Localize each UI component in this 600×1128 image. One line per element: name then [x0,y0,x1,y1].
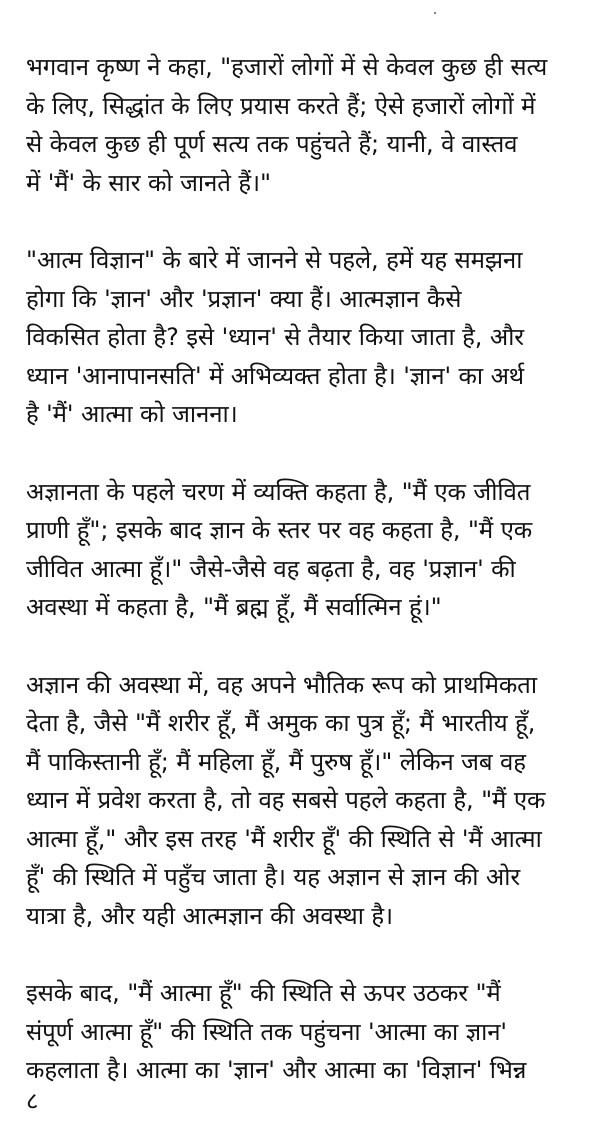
text-line: संपूर्ण आत्मा हूँ" की स्थिति तक पहुंचना 'आत्मा का ज्ञान' [26,1017,507,1046]
paragraph-4 [26,666,570,936]
text-line: आत्मा हूँ," और इस तरह 'मैं शरीर हूँ' की स्थिति से 'मैं आत्मा [26,824,542,853]
text-line: में 'मैं' के सार को जानते हैं।" [26,168,271,197]
page-number: ८ [26,1087,39,1115]
body-text [26,48,570,1090]
text-line: अज्ञानता के पहले चरण में व्यक्ति कहता है, "मैं एक जीवित [26,477,531,506]
scan-speck [434,12,436,14]
paragraph-1 [26,48,570,202]
paragraph-3 [26,473,570,627]
text-line: कहलाता है। आत्मा का 'ज्ञान' और आत्मा का 'विज्ञान' भिन्न [26,1056,527,1084]
text-line: "आत्म विज्ञान" के बारे में जानने से पहले, हमें यह समझना [26,246,523,274]
text-line: ध्यान 'आनापानसति' में अभिव्यक्त होता है। 'ज्ञान' का अर्थ [26,361,525,390]
text-line: यात्रा है, और यही आत्मज्ञान की अवस्था है। [26,901,394,930]
text-line: जीवित आत्मा हूँ।" जैसे-जैसे वह बढ़ता है, वह 'प्रज्ञान' की [26,554,516,583]
text-line: प्राणी हूँ"; इसके बाद ज्ञान के स्तर पर वह कहता है, "मैं एक [26,516,533,544]
paragraph-5 [26,974,570,1090]
text-line: विकसित होता है? इसे 'ध्यान' से तैयार किया जाता है, और [26,323,525,351]
text-line: भगवान कृष्ण ने कहा, "हजारों लोगों में से केवल कुछ ही सत्य [26,53,548,81]
text-line: देता है, जैसे "मैं शरीर हूँ, मैं अमुक का पुत्र हूँ; मैं भारतीय हूँ, [26,709,536,737]
text-line: है 'मैं' आत्मा को जानना। [26,400,238,428]
text-line: इसके बाद, "मैं आत्मा हूँ" की स्थिति से ऊपर उठकर "मैं [26,979,501,1007]
paragraph-2 [26,241,570,434]
text-line: अज्ञान की अवस्था में, वह अपने भौतिक रूप को प्राथमिकता [26,670,537,699]
text-line: के लिए, सिद्धांत के लिए प्रयास करते हैं; ऐसे हजारों लोगों में [26,91,536,120]
text-line: अवस्था में कहता है, "मैं ब्रह्म हूँ, मैं सर्वात्मिन हूं।" [26,593,442,621]
text-line: ध्यान में प्रवेश करता है, तो वह सबसे पहले कहता है, "मैं एक [26,786,546,814]
text-line: हूँ' की स्थिति में पहुँच जाता है। यह अज्ञान से ज्ञान की ओर [26,863,521,891]
text-line: से केवल कुछ ही पूर्ण सत्य तक पहुंचते हैं; यानी, वे वास्तव [26,130,518,158]
text-line: मैं पाकिस्तानी हूँ; मैं महिला हूँ, मैं पुरुष हूँ।" लेकिन जब वह [26,747,526,776]
text-line: होगा कि 'ज्ञान' और 'प्रज्ञान' क्या हैं। आत्मज्ञान कैसे [26,284,462,313]
